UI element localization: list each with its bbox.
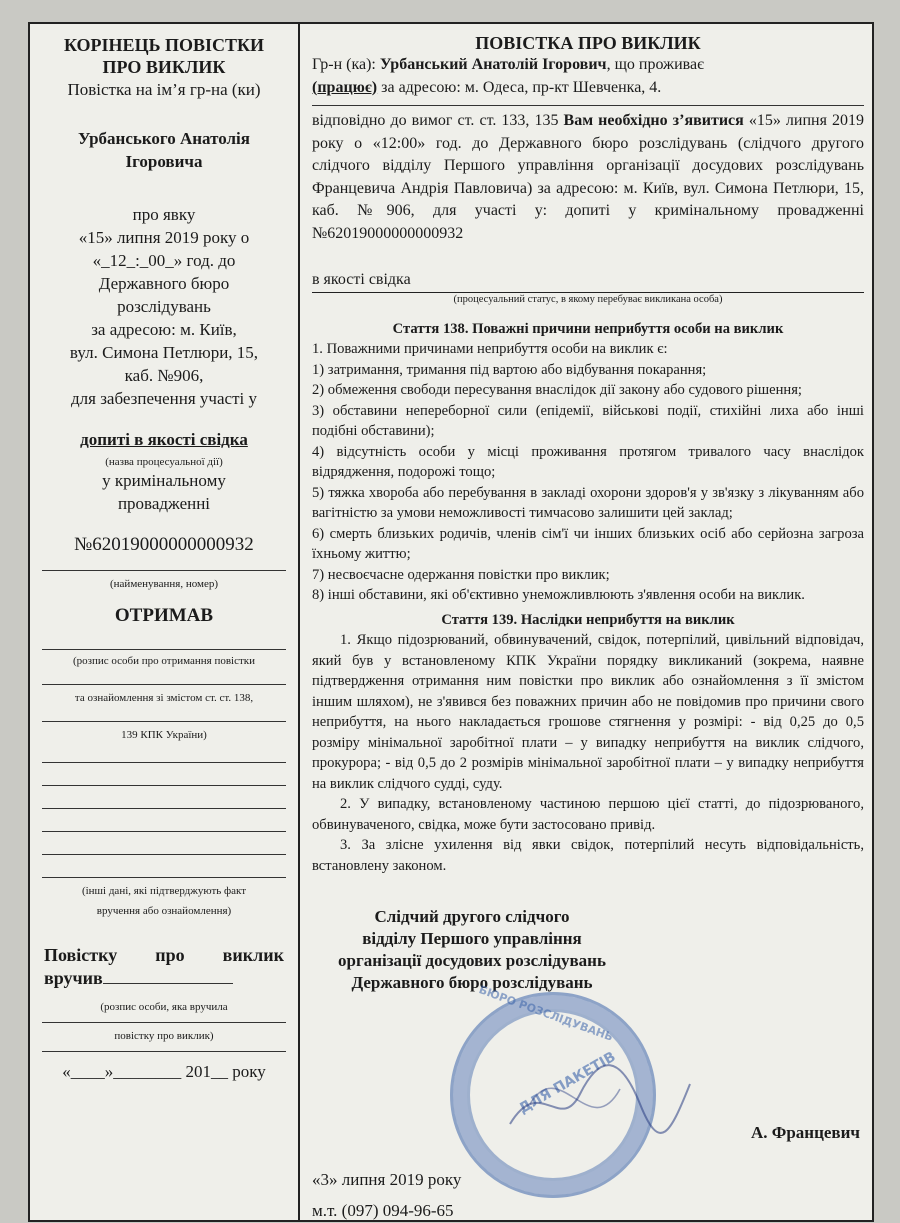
procedural-status: в якості свідка — [312, 271, 411, 288]
article-138-item: 3) обставини непереборної сили (епідемії, військові події, стихійні лиха або інші подібні обставини); — [312, 402, 864, 439]
handwritten-signature — [500, 1034, 700, 1154]
summons-date: «3» липня 2019 року — [312, 1170, 462, 1189]
handed-label-1: Повістку про виклик — [44, 945, 284, 965]
article-138-item: 6) смерть близьких родичів, членів сім'ї чи інших близьких осіб або серйозна загроза їхньому життю; — [312, 525, 864, 562]
signature-line — [42, 649, 286, 650]
counterfoil-date: «____»________ 201__ року — [62, 1062, 266, 1081]
article-138-item: 7) несвоєчасне одержання повістки про виклик; — [312, 566, 610, 583]
counterfoil-title-2: ПРО ВИКЛИК — [102, 57, 226, 77]
case-number: №62019000000000932 — [74, 534, 254, 555]
counterfoil-line: розслідувань — [117, 297, 211, 316]
blank-line — [312, 105, 864, 106]
summons-body: відповідно до вимог ст. ст. 133, 135 Вам необхідно з’явитися «15» липня 2019 року о «12:00» год. до Державного бюро розслідувань (слідчого другого слідчого відділу Першого управління організації досудових розслідувань Францевича Андрія Павловича) за адресою: м. Київ, вул. Симона Петлюри, 15, каб. №906, для участі у: допиті у кримінальному провадженні №62019000000000932 — [312, 112, 864, 242]
received-heading: ОТРИМАВ — [114, 605, 214, 626]
article-138-item: 8) інші обставини, які об'єктивно унеможливлюють з'явлення особи на виклик. — [312, 587, 805, 603]
counterfoil-line: вул. Симона Петлюри, 15, — [69, 343, 259, 362]
handed-label-2: вручив — [44, 967, 284, 990]
counterfoil-line: у кримінальному — [102, 471, 226, 490]
articles-block — [312, 319, 864, 877]
article-138-item: 1) затримання, тримання під вартою або відбування покарання; — [312, 361, 707, 378]
counterfoil-title-1: КОРІНЕЦЬ ПОВІСТКИ — [63, 35, 265, 55]
article-139-item: 3. За злісне ухилення від явки свідок, потерпілий несуть відповідальність, встановлену законом. — [312, 837, 864, 874]
counterfoil-line: «_12_:_00_» год. до — [92, 251, 236, 270]
other-data-caption-2: вручення або ознайомлення) — [96, 905, 232, 917]
counterfoil-line: провадженні — [117, 494, 211, 513]
article-139-item: 1. Якщо підозрюваний, обвинувачений, свідок, потерпілий, цивільний відповідач, який був у встановленому КПК України порядку викликаний (зокрема, наявне підтвердження отримання ним повістки про виклик або ознайомлення з її змістом іншим шляхом), не з'явився без поважних причин або не повідомив про причини свого неприбуття, на нього накладається грошове стягнення у розмірі: - від 0,25 до 0,5 розміру мінімальної заробітної плати – у випадку неприбуття на виклик слідчого, прокурора; - від 0,5 до 2 розмірів мінімальної заробітної плати – у випадку неприбуття на виклик слідчого судді, суду. — [312, 632, 864, 792]
counterfoil-line: каб. №906, — [124, 366, 204, 385]
counterfoil-column — [30, 24, 300, 1220]
recipient-line: Гр-н (ка): Урбанський Анатолій Ігорович, що проживає — [312, 56, 704, 73]
divider — [42, 570, 286, 571]
stamp-center-text: ДЛЯ ПАКЕТІВ — [516, 1048, 619, 1118]
status-caption: (процесуальний статус, в якому перебуває викликана особа) — [453, 293, 723, 305]
signature-line — [42, 1051, 286, 1052]
signature-line — [42, 721, 286, 722]
counterfoil-line: Державного бюро — [98, 274, 230, 293]
article-138-title: Стаття 138. Поважні причини неприбуття особи на виклик — [392, 320, 784, 337]
receipt-caption-2: та ознайомлення зі змістом ст. ст. 138, — [74, 692, 254, 704]
summons-title: ПОВІСТКА ПРО ВИКЛИК — [475, 33, 701, 53]
article-139-item: 2. У випадку, встановленому частиною першою цієї статті, до підозрюваного, обвинуваченого, свідка, може бути застосовано привід. — [312, 796, 864, 833]
investigator-title: Слідчий другого слідчого відділу Першого управління організації досудових розслідувань Державного бюро розслідувань — [338, 907, 606, 992]
counterfoil-line: за адресою: м. Київ, — [91, 320, 237, 339]
receipt-caption-3: 139 КПК України) — [121, 729, 207, 741]
signature-line — [42, 684, 286, 685]
article-139-title: Стаття 139. Наслідки неприбуття на виклик — [441, 611, 735, 628]
article-138-item: 1. Поважними причинами неприбуття особи на виклик є: — [312, 341, 668, 357]
recipient-name-1: Урбанського Анатолія — [78, 129, 250, 148]
counterfoil-line: «15» липня 2019 року о — [78, 228, 250, 247]
counterfoil-line: про явку — [132, 205, 196, 224]
recipient-name-2: Ігоровича — [125, 152, 203, 171]
other-data-caption-1: (інші дані, які підтверджують факт — [81, 885, 247, 897]
summons-sheet — [28, 22, 874, 1222]
counterfoil-subtitle: Повістка на ім’я гр-на (ки) — [67, 80, 261, 99]
contact-phone: м.т. (097) 094-96-65 — [312, 1201, 454, 1220]
stamp-ring-text: БЮРО РОЗСЛІДУВАНЬ — [477, 983, 615, 1044]
address-line: (працює) за адресою: м. Одеса, пр-кт Шевченка, 4. — [312, 78, 662, 96]
article-138-item: 2) обмеження свободи пересування внаслідок дії закону або судового рішення; — [312, 382, 802, 398]
article-138-item: 5) тяжка хвороба або перебування в закладі охорони здоров'я у зв'язку з лікуванням або вагітністю за умови неможливості тимчасово залишити цей заклад; — [312, 484, 864, 521]
handed-signature-line — [103, 983, 233, 984]
signer-name: А. Францевич — [750, 1123, 860, 1142]
counterfoil-line: для забезпечення участі у — [71, 389, 257, 408]
blank-line — [42, 877, 286, 878]
article-138-item: 4) відсутність особи у місці проживання протягом тривалого часу внаслідок відрядження, подорожі тощо; — [312, 443, 864, 480]
procedural-action-caption: (назва процесуальної дії) — [105, 456, 223, 468]
handed-caption-2: повістку про виклик) — [114, 1030, 214, 1042]
procedural-action: допиті в якості свідка — [80, 430, 248, 449]
signature-line — [42, 1022, 286, 1023]
case-caption: (найменування, номер) — [110, 578, 218, 590]
handed-caption-1: (розпис особи, яка вручила — [100, 1001, 228, 1013]
receipt-caption-1: (розпис особи про отримання повістки — [72, 655, 256, 667]
